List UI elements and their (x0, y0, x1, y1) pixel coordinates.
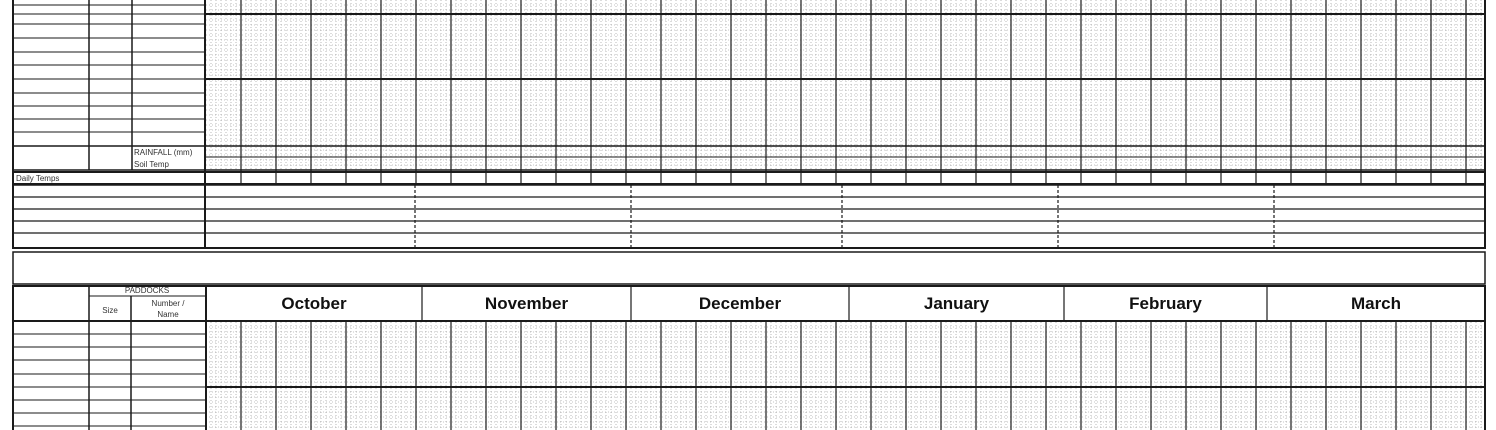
top-frame (13, 0, 1485, 184)
bottom-section (13, 286, 1485, 430)
size-label: Size (102, 306, 118, 315)
month-header-october: October (281, 294, 347, 313)
month-header-february: February (1129, 294, 1202, 313)
month-header-november: November (484, 294, 569, 313)
name-label: Name (157, 310, 179, 319)
notes-month-dividers (415, 185, 1274, 248)
month-headers (281, 286, 1401, 321)
spacer-band (13, 252, 1485, 284)
daily-temps-label: Daily Temps (16, 174, 60, 183)
top-week-lines (241, 0, 1466, 184)
top-day-grid (206, 0, 1485, 170)
paddocks-label: PADDOCKS (124, 286, 170, 295)
bottom-left-rules (13, 334, 205, 426)
soil-temp-label: Soil Temp (134, 160, 169, 169)
month-header-december: December (698, 294, 782, 313)
month-header-march: March (1350, 294, 1402, 313)
top-section (13, 0, 1485, 248)
rainfall-label: RAINFALL (mm) (134, 148, 193, 157)
top-left-rules (13, 5, 205, 132)
bottom-week-lines (241, 321, 1466, 430)
notes-rules (13, 197, 1485, 233)
number-label: Number / (151, 299, 185, 308)
month-header-january: January (923, 294, 990, 313)
bottom-day-grid (206, 322, 1485, 430)
